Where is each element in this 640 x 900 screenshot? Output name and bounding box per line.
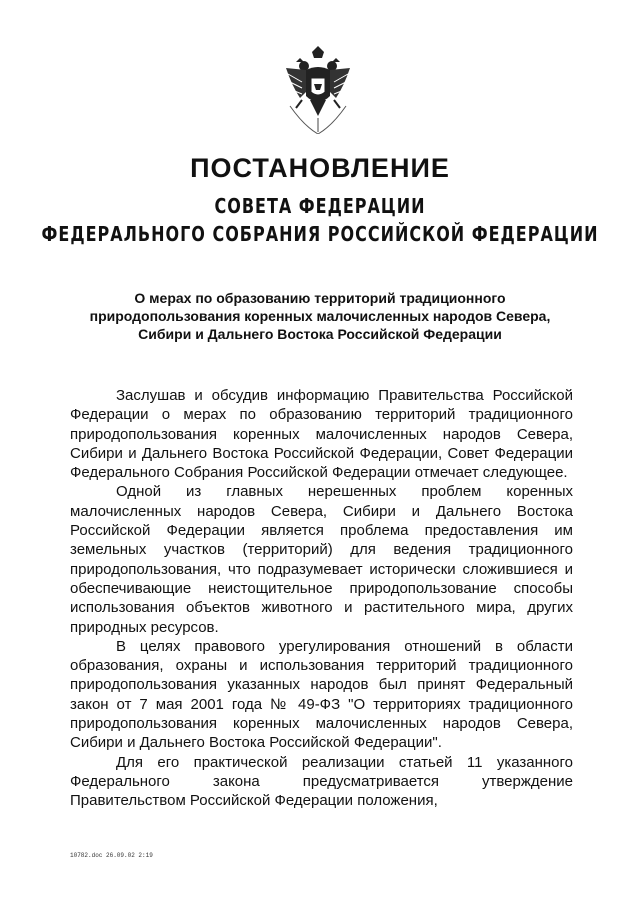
issuing-body-line2: ФЕДЕРАЛЬНОГО СОБРАНИЯ РОССИЙСКОЙ ФЕДЕРАЦИИ [41, 222, 599, 246]
body-paragraph: В целях правового урегулирования отношений в области образования, охраны и использования территорий традиционного природопользования указанных народов был принят Федеральный закон от 7 мая 2001 года № 49-ФЗ "О территориях традиционного природопользования коренных малочисленных народов Севера, Сибири и Дальнего Востока Российской Федерации". [70, 637, 573, 752]
subject-line-3: Сибири и Дальнего Востока Российской Федерации [138, 326, 502, 342]
document-body [70, 386, 573, 811]
document-type-title: ПОСТАНОВЛЕНИЕ [190, 153, 450, 183]
file-reference-footer: 10782.doc 26.09.02 2:19 [70, 852, 153, 859]
coat-of-arms-icon [282, 46, 354, 134]
issuing-body-line1: СОВЕТА ФЕДЕРАЦИИ [214, 194, 426, 218]
body-paragraph: Для его практической реализации статьей 11 указанного Федерального закона предусматривается утверждение Правительством Российской Федерации положения, [70, 753, 573, 810]
subject-line-1: О мерах по образованию территорий традиционного [134, 290, 506, 306]
body-paragraph: Одной из главных нерешенных проблем коренных малочисленных народов Севера, Сибири и Дальнего Востока Российской Федерации является проблема предоставления им земельных участков (территорий) для ведения традиционного природопользования, что подразумевает исторически сложившиеся и обеспечивающие неистощительное природопользование способы использования объектов животного и растительного мира, других природных ресурсов. [70, 483, 573, 636]
subject-line-2: природопользования коренных малочисленных народов Севера, [89, 308, 551, 324]
document-subject [60, 289, 580, 343]
body-paragraph: Заслушав и обсудив информацию Правительства Российской Федерации о мерах по образованию территорий традиционного природопользования коренных малочисленных народов Севера, Сибири и Дальнего Востока Российской Федерации, Совет Федерации Федерального Собрания Российской Федерации отмечает следующее. [70, 387, 573, 482]
